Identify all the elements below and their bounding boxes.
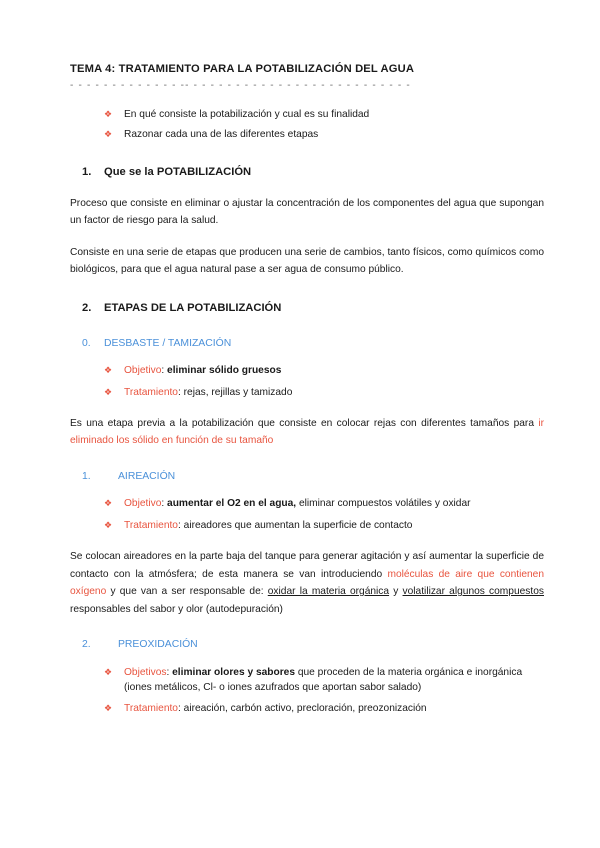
paragraph xyxy=(70,415,544,450)
paragraph: Consiste en una serie de etapas que producen una serie de cambios, tanto físicos, como químicos como biológicos, para que el agua natural pase a ser agua de consumo público. xyxy=(70,246,544,276)
paragraph-part: Es una etapa previa a la potabilización que consiste en colocar rejas con diferentes tamaños para xyxy=(70,417,539,429)
subsection-bullet-list xyxy=(102,666,544,717)
bullet-colon: : xyxy=(177,703,184,715)
section-title: ETAPAS DE LA POTABILIZACIÓN xyxy=(104,301,282,314)
list-item xyxy=(102,519,544,534)
subsection-heading-desbaste xyxy=(70,337,544,352)
bullet-colon: : xyxy=(177,387,184,398)
bullet-text: aireadores que aumentan la superficie de contacto xyxy=(183,520,413,532)
bullet-label: Tratamiento xyxy=(124,520,178,532)
bullet-text: aireación, carbón activo, precloración, preozonización xyxy=(183,703,427,715)
section-number: 2. xyxy=(82,301,92,314)
subsection-bullet-list xyxy=(102,364,544,401)
section-heading-1 xyxy=(70,165,544,181)
list-item xyxy=(102,364,544,379)
subsection-number: 2. xyxy=(82,639,91,651)
subsection-number: 1. xyxy=(82,470,91,482)
bullet-label: Objetivos xyxy=(124,666,167,678)
subsection-heading-aireacion xyxy=(70,470,544,485)
paragraph-part: y xyxy=(389,586,403,598)
subsection-heading-preoxidacion xyxy=(70,638,544,653)
subsection-number: 0. xyxy=(82,337,91,349)
bullet-colon: : xyxy=(177,520,184,532)
bullet-text-bold: eliminar olores y sabores xyxy=(172,666,296,678)
divider-dashed: - - - - - - - - - - - - - -- - - - - - - - - - - - - - - - - - - - - - - - - - - xyxy=(70,79,411,91)
subsection-bullet-list xyxy=(102,497,544,534)
subsection-title: AIREACIÓN xyxy=(118,470,176,482)
page-title: TEMA 4: TRATAMIENTO PARA LA POTABILIZACIÓN DEL AGUA xyxy=(70,63,415,75)
list-item xyxy=(102,386,544,401)
bullet-text: eliminar sólido gruesos xyxy=(167,365,282,377)
list-item: ❖ Razonar cada una de las diferentes etapas xyxy=(102,128,544,143)
paragraph-part: responsables del sabor y olor (autodepuración) xyxy=(70,603,283,615)
list-item xyxy=(102,666,544,696)
bullet-colon: : xyxy=(166,666,173,678)
subsection-title: DESBASTE / TAMIZACIÓN xyxy=(104,337,232,349)
paragraph xyxy=(70,548,544,618)
paragraph-part: y que van a ser responsable de: xyxy=(106,586,268,598)
paragraph: Proceso que consiste en eliminar o ajustar la concentración de los componentes del agua que supongan un factor de riesgo para la salud. xyxy=(70,197,544,227)
bullet-text: que proceden de la materia orgánica e inorgánica (iones metálicos, Cl- o iones azufrados que aportan sabor salado) xyxy=(124,666,523,693)
bullet-label: Tratamiento xyxy=(124,387,178,398)
bullet-colon: : xyxy=(161,365,168,377)
bullet-text-bold: aumentar el O2 en el agua, xyxy=(167,498,297,510)
paragraph-part-underlined: volatilizar algunos compuestos xyxy=(402,586,544,598)
bullet-label: Objetivo xyxy=(124,365,162,377)
list-item xyxy=(102,497,544,512)
section-title: Que se la POTABILIZACIÓN xyxy=(104,166,252,179)
list-item xyxy=(102,702,544,717)
list-item: ❖ En qué consiste la potabilización y cual es su finalidad xyxy=(102,108,544,123)
paragraph-part: Se colocan aireadores en la parte baja del tanque para generar agitación y así aumentar la superficie de contacto con la atmósfera; de esta manera se van introduciendo xyxy=(70,551,544,580)
bullet-colon: : xyxy=(161,498,168,510)
paragraph-part-underlined: oxidar la materia orgánica xyxy=(267,586,390,598)
intro-bullet-list xyxy=(102,108,544,144)
paragraph-part-highlight: ir eliminado los sólido en función de su tamaño xyxy=(70,417,544,447)
paragraph-part-highlight: moléculas de aire que contienen oxígeno xyxy=(70,568,545,598)
bullet-text: rejas, rejillas y tamizado xyxy=(183,387,293,398)
bullet-label: Objetivo xyxy=(124,498,162,510)
bullet-text: eliminar compuestos volátiles y oxidar xyxy=(296,498,471,510)
bullet-label: Tratamiento xyxy=(124,703,178,715)
section-heading-2 xyxy=(70,301,544,317)
subsection-title: PREOXIDACIÓN xyxy=(118,639,198,651)
section-number: 1. xyxy=(82,166,92,179)
